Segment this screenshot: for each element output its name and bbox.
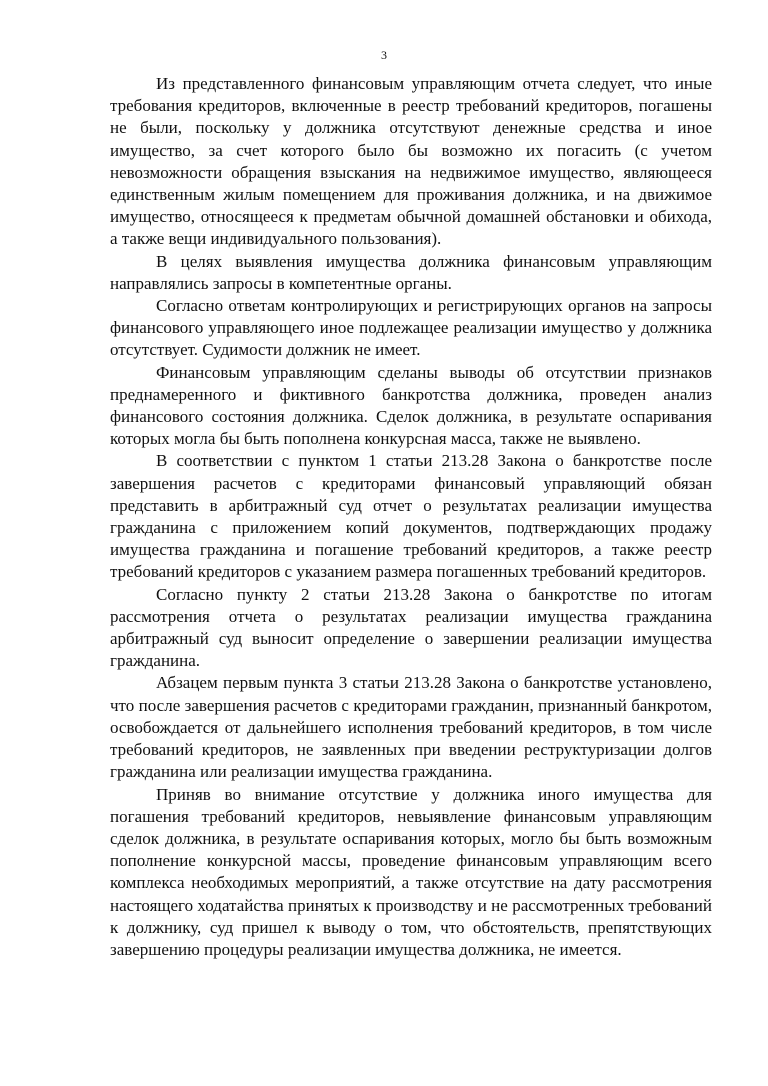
paragraph-article-213-28-p1: В соответствии с пунктом 1 статьи 213.28 Закона о банкротстве после завершения расчетов с кредиторами финансовый управляющий обязан представить в арбитражный суд отчет о результатах реализации имущества гражданина с приложением копий документов, подтверждающих продажу имущества гражданина и погашение требований кредиторов, а также реестр требований кредиторов с указанием размера погашенных требований кредиторов.: [110, 451, 712, 582]
paragraph-court-conclusion: Приняв во внимание отсутствие у должника иного имущества для погашения требований кредиторов, невыявление финансовым управляющим сделок должника, в результате оспаривания которых, могло бы быть возможным пополнение конкурсной массы, проведение финансовым управляющим всего комплекса необходимых мероприятий, а также отсутствие на дату рассмотрения настоящего ходатайства принятых к производству и не рассмотренных требований к должнику, суд пришел к выводу о том, что обстоятельств, препятствующих завершению процедуры реализации имущества должника, не имеется.: [110, 784, 712, 959]
paragraph-inquiries: В целях выявления имущества должника финансовым управляющим направлялись запросы в компетентные органы.: [110, 251, 712, 293]
page-number: 3: [381, 48, 387, 62]
paragraph-authority-responses: Согласно ответам контролирующих и регистрирующих органов на запросы финансового управляющего иное подлежащее реализации имущество у должника отсутствует. Судимости должник не имеет.: [110, 296, 712, 360]
document-body: [110, 73, 712, 961]
paragraph-bankruptcy-analysis: Финансовым управляющим сделаны выводы об отсутствии признаков преднамеренного и фиктивного банкротства должника, проведен анализ финансового состояния должника. Сделок должника, в результате оспаривания которых могла бы быть пополнена конкурсная масса, также не выявлено.: [110, 362, 712, 449]
paragraph-article-213-28-p3: Абзацем первым пункта 3 статьи 213.28 Закона о банкротстве установлено, что после завершения расчетов с кредиторами гражданин, признанный банкротом, освобождается от дальнейшего исполнения требований кредиторов, в том числе требований кредиторов, не заявленных при введении реструктуризации долгов гражданина или реализации имущества гражданина.: [110, 673, 712, 782]
paragraph-article-213-28-p2: Согласно пункту 2 статьи 213.28 Закона о банкротстве по итогам рассмотрения отчета о результатах реализации имущества гражданина арбитражный суд выносит определение о завершении реализации имущества гражданина.: [110, 584, 712, 671]
paragraph-report-findings: Из представленного финансовым управляющим отчета следует, что иные требования кредиторов, включенные в реестр требований кредиторов, погашены не были, поскольку у должника отсутствуют денежные средства и иное имущество, за счет которого было бы возможно их погасить (с учетом невозможности обращения взыскания на недвижимое имущество, являющееся единственным жилым помещением для проживания должника, и на движимое имущество, относящееся к предметам обычной домашней обстановки и обихода, а также вещи индивидуального пользования).: [110, 74, 712, 249]
